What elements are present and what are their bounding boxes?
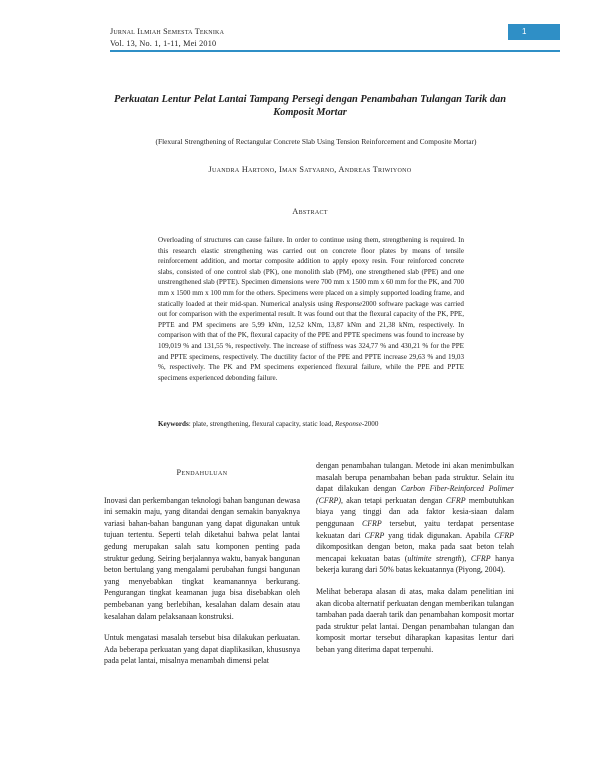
- keywords-text: : plate, strengthening, flexural capacity, static load,: [188, 420, 336, 428]
- journal-name: Jurnal Ilmiah Semesta Teknika: [110, 27, 225, 36]
- text-run-italic: CFRP: [470, 553, 491, 563]
- abstract-text-2: 2000 software package was carried out for comparison with the experimental result. It was found out that the flexural capacity of the PK, PPE, PPTE and PM specimens are 5,99 kNm, 12,52 kNm, 13,87 kNm and 21,38 kNm, respectively. In comparison with that of the PK, flexural capacity of the PPE and PPTE specimens was found to increase by 109,019 % and 131,55 %, respectively. The increase of stiffness was 324,77 % and 430,21 % for the PPE and PPTE specimens, respectively. The ductility factor of the PPE and PPTE increase 29,63 % and 19,03 %, respectively. The PK and PM specimens experienced flexural failure, while the PPE and PPTE specimens experienced debonding failure.: [158, 299, 464, 382]
- intro-paragraph-3: [316, 460, 514, 576]
- keywords-suffix: -2000: [361, 420, 379, 428]
- text-run-italic: ultimite strength: [407, 553, 462, 563]
- text-run: hanya bekerja kurang dari 50% batas kekuatannya (Piyong, 2004).: [316, 553, 514, 575]
- text-run-italic: CFRP: [445, 495, 466, 505]
- abstract-heading: Abstract: [292, 207, 328, 216]
- journal-issue: Vol. 13, No. 1, 1-11, Mei 2010: [110, 38, 217, 48]
- keywords: [158, 419, 464, 429]
- text-run: dengan penambahan tulangan. Metode ini akan menimbulkan masalah berupa penambahan beban pada struktur. Selain itu dapat dilakukan dengan: [316, 461, 514, 494]
- text-run: dikompositkan dengan beton, maka pada saat beton telah mencapai kekuatan batas (: [316, 542, 514, 563]
- page-number-badge: 1: [508, 24, 560, 40]
- text-run: membutuhkan biaya yang tinggi dan ada faktor kesia-siaan dalam penggunaan: [316, 495, 514, 528]
- keywords-label: Keywords: [158, 420, 189, 428]
- author-list: Juandra Hartono, Iman Satyarno, Andreas Triwiyono: [208, 165, 412, 174]
- text-run-italic: CFRP: [364, 530, 385, 540]
- header-rule: [110, 50, 560, 52]
- text-run-italic: CFRP: [494, 530, 514, 540]
- journal-header: [110, 26, 224, 49]
- intro-paragraph-1: Inovasi dan perkembangan teknologi bahan bangunan dewasa ini semakin maju, yang ditandai dengan semakin banyaknya variasi bahan-bahan bangunan yang dapat digunakan untuk tujuan tertentu. Seperti telah diketahui bahwa pelat lantai gedung merupakan salah satu komponen penting pada struktur gedung. Seiring berjalannya waktu, banyak bangunan beton bertulang yang mengalami perubahan fungsi bangunan yang menyebabkan tingkat keamanannya berkurang. Pengurangan tingkat keamanan juga bisa disebabkan oleh pembebanan yang berlebihan, kesalahan dalam desain atau kesalahan dalam pelaksanaan konstruksi.: [104, 495, 300, 621]
- abstract-body: [158, 235, 464, 383]
- text-run: ),: [461, 553, 471, 563]
- text-run: yang tidak digunakan. Apabila: [384, 530, 495, 540]
- text-run-italic: CFRP: [361, 518, 382, 528]
- text-run: , akan tetapi perkuatan dengan: [340, 495, 446, 505]
- text-run: tersebut, yaitu terdapat persentase kekuatan dari: [316, 518, 514, 540]
- section-heading-pendahuluan: Pendahuluan: [176, 468, 228, 477]
- keywords-software: Response: [335, 420, 362, 428]
- paper-title: Perkuatan Lentur Pelat Lantai Tampang Persegi dengan Penambahan Tulangan Tarik dan Komposit Mortar: [113, 94, 507, 118]
- text-run-italic: Carbon Fiber-Reinforced Polimer (CFRP): [316, 484, 514, 505]
- intro-paragraph-2: Untuk mengatasi masalah tersebut bisa dilakukan perkuatan. Ada beberapa perkuatan yang dapat diaplikasikan, khususnya pada pelat lantai, misalnya menambah dimensi pelat: [104, 633, 300, 666]
- paper-subtitle: (Flexural Strengthening of Rectangular Concrete Slab Using Tension Reinforcement and Composite Mortar): [155, 137, 477, 146]
- intro-paragraph-4: Melihat beberapa alasan di atas, maka dalam penelitian ini akan dicoba alternatif perkuatan dengan memberikan tulangan tambahan pada daerah tarik dan penambahan komposit mortar pada struktur pelat lantai. Dengan penambahan tulangan dan komposit mortar tersebut diharapkan kapasitas lentur dari beban yang diterima dapat terpenuhi.: [316, 586, 514, 654]
- right-column: [316, 460, 514, 666]
- abstract-text-1: Overloading of structures can cause failure. In order to continue using them, strengthening is required. In this research elastic strengthening was carried out on concrete floor plates by means of tensile reinforcement addition, and mortar composite addition to apply epoxy resin. Four reinforced concrete slabs, consisted of one control slab (PK), one monolith slab (PM), one strengthened slab (PPE) and one unstrengthened slab (PPTE). Specimen dimensions were 700 mm x 1500 mm x 60 mm for the PK, and 700 mm x 1500 mm x 100 mm for the others. Specimens were placed on a simply supported loading frame, and statically loaded at their mid-span. Numerical analysis using: [158, 236, 464, 308]
- abstract-software: Response: [335, 299, 363, 308]
- left-column: [104, 467, 300, 677]
